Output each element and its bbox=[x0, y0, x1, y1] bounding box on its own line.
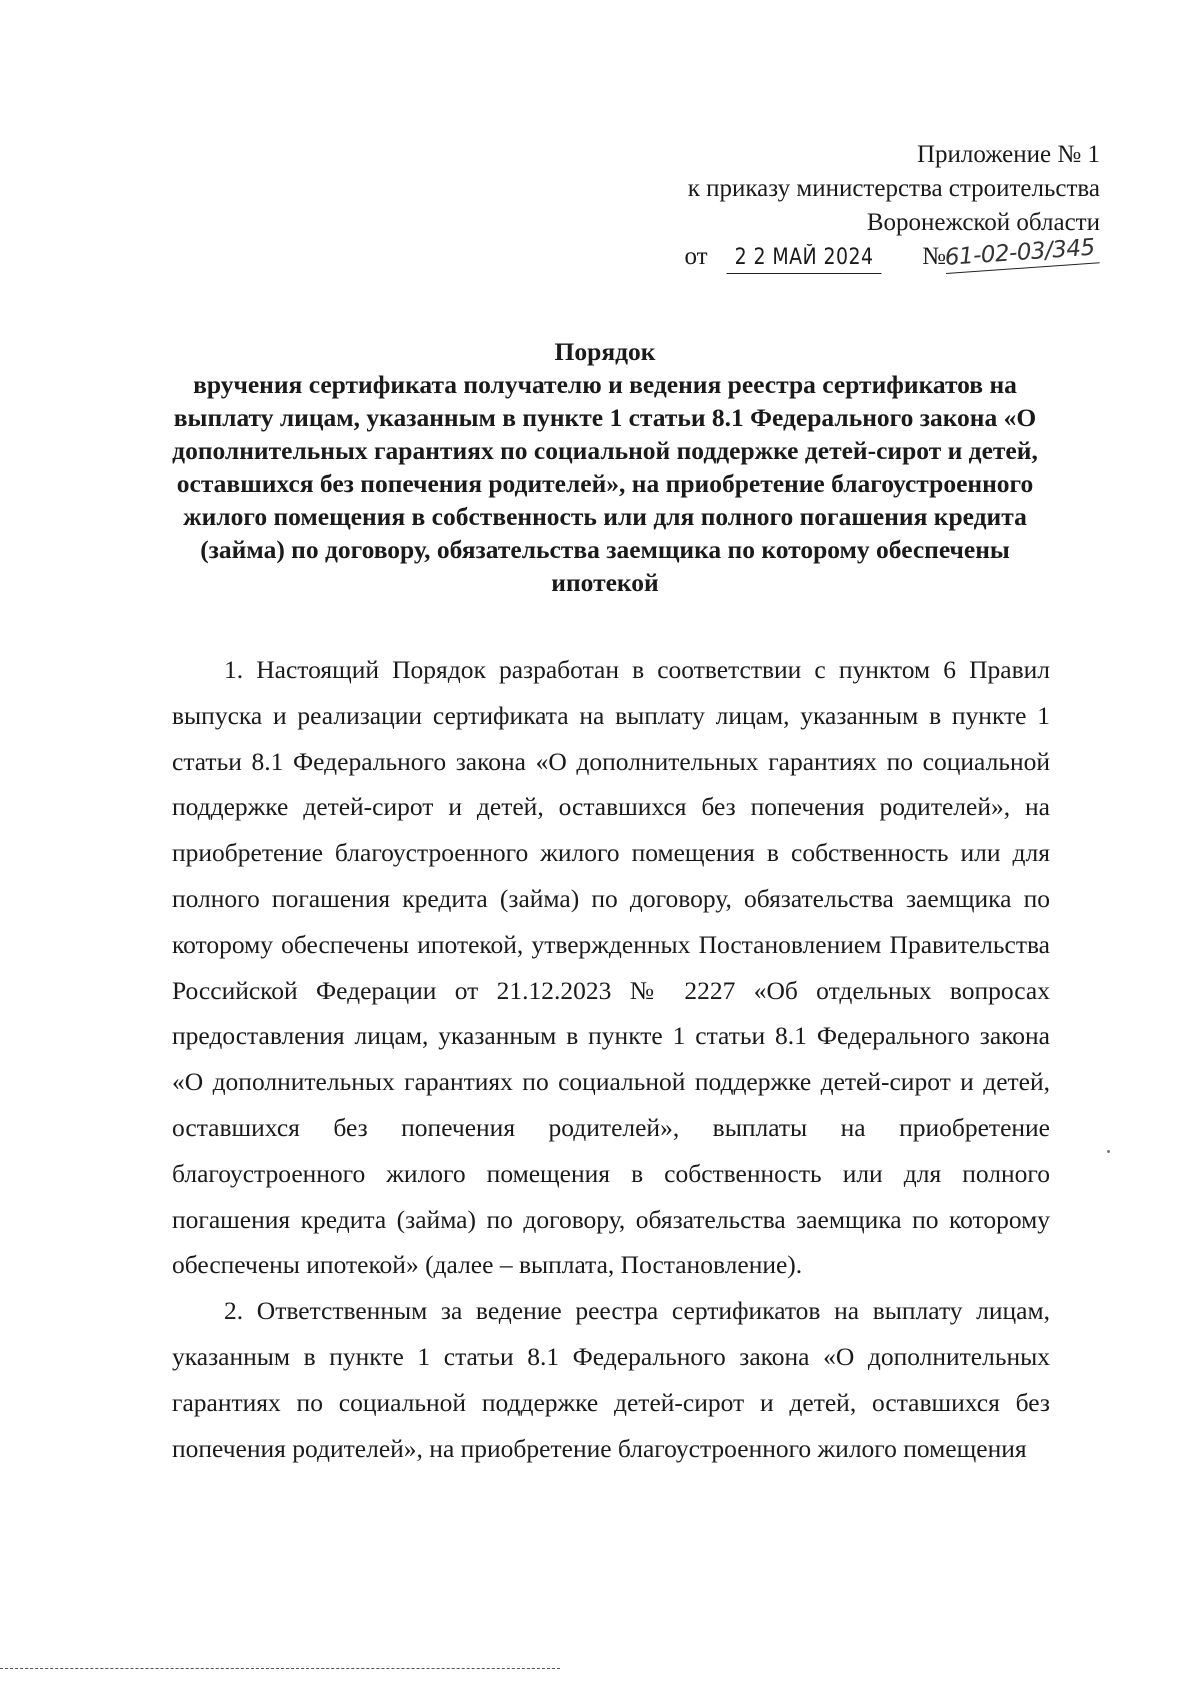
order-number bbox=[922, 234, 1100, 274]
date-stamp: 2 2 МАЙ 2024 bbox=[726, 243, 881, 274]
handwritten-order-number: 61-02-03/345 bbox=[944, 232, 1100, 274]
appendix-header bbox=[540, 138, 1100, 274]
scan-speck bbox=[1107, 1150, 1110, 1153]
appendix-date-line bbox=[540, 234, 1100, 274]
number-label: № bbox=[922, 243, 946, 270]
document-body bbox=[172, 647, 1050, 1471]
bottom-scan-rule bbox=[0, 1668, 560, 1669]
paragraph-2: 2. Ответственным за ведение реестра сертификатов на выплату лицам, указанным в пункте 1 статьи 8.1 Федерального закона «О дополнительных гарантиях по социальной поддержке детей-сирот и детей, оставшихся без попечения родителей», на приобретение благоустроенного жилого помещения bbox=[172, 1296, 1050, 1463]
appendix-order-ref: к приказу министерства строительства bbox=[687, 175, 1100, 202]
paragraph-1: 1. Настоящий Порядок разработан в соответствии с пунктом 6 Правил выпуска и реализации сертификата на выплату лицам, указанным в пункте 1 статьи 8.1 Федерального закона «О дополнительных гарантиях по социальной поддержке детей-сирот и детей, оставшихся без попечения родителей», на приобретение благоустроенного жилого помещения в собственность или для полного погашения кредита (займа) по договору, обязательства заемщика по которому обеспечены ипотекой, утвержденных Постановлением Правительства Российской Федерации от 21.12.2023 № 2227 «Об отдельных вопросах предоставления лицам, указанным в пункте 1 статьи 8.1 Федерального закона «О дополнительных гарантиях по социальной поддержке детей-сирот и детей, оставшихся без попечения родителей», выплаты на приобретение благоустроенного жилого помещения в собственность или для полного погашения кредита (займа) по договору, обязательства заемщика по которому обеспечены ипотекой» (далее – выплата, Постановление). bbox=[172, 655, 1050, 1280]
appendix-region: Воронежской области bbox=[866, 209, 1100, 236]
title-heading: Порядок bbox=[554, 337, 656, 366]
appendix-number: Приложение № 1 bbox=[916, 141, 1100, 168]
title-subtitle: вручения сертификата получателю и ведения реестра сертификатов на выплату лицам, указанным в пункте 1 статьи 8.1 Федерального закона «О дополнительных гарантиях по социальной поддержке детей-сирот и детей, оставшихся без попечения родителей», на приобретение благоустроенного жилого помещения в собственность или для полного погашения кредита (займа) по договору, обязательства заемщика по которому обеспечены ипотекой bbox=[172, 370, 1038, 597]
from-label: от bbox=[684, 243, 708, 270]
document-title bbox=[165, 335, 1045, 599]
